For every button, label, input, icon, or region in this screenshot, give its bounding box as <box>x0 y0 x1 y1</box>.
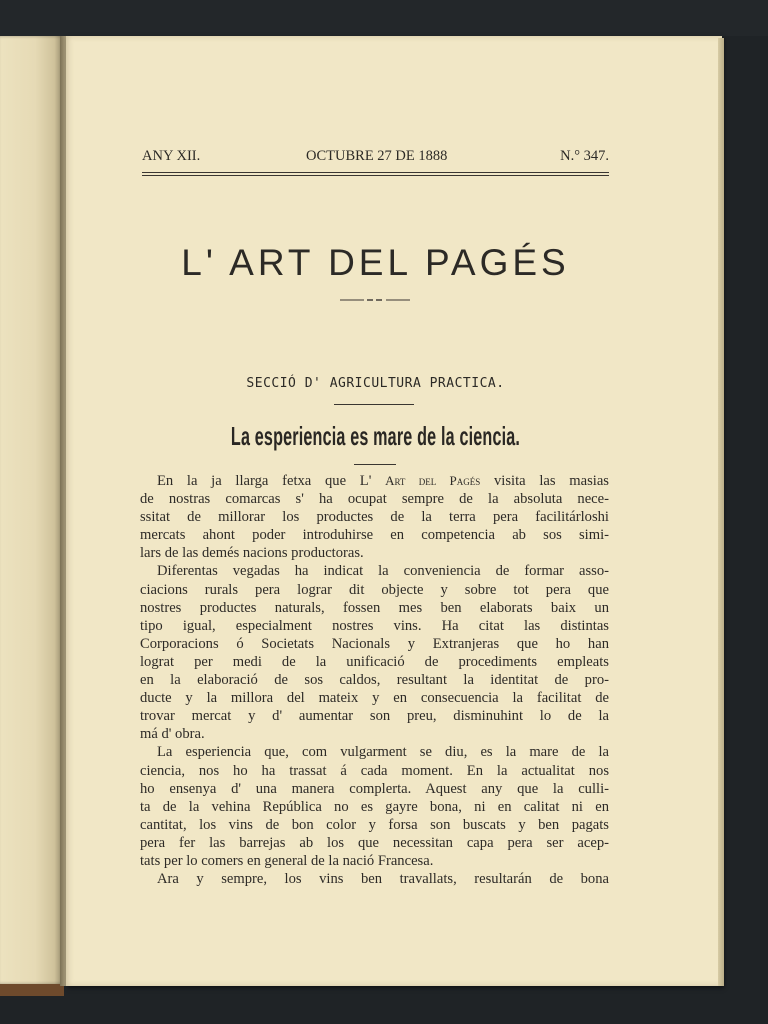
body-line: mercats ahont poder introduhirse en competencia ab sos simi- <box>140 527 609 544</box>
body-line: má d' obra. <box>140 726 205 743</box>
body-line: ta de la vehina República no es gayre bona, ni en calitat ni en <box>140 798 609 815</box>
body-line: Corporacions ó Societats Nacionals y Extranjeras que ho han <box>140 635 609 652</box>
headline-rule <box>354 464 396 465</box>
book-cover-edge <box>0 984 64 996</box>
body-line: pera fer las barrejas ab los que necessitan capa pera ser acep- <box>140 834 609 851</box>
body-line-text: visita las masias <box>480 473 609 489</box>
body-line: Diferentas vegadas ha indicat la conveniencia de formar asso- <box>157 563 609 580</box>
page-edge <box>718 38 724 986</box>
running-header <box>142 148 609 168</box>
body-line: nostres productes naturals, fossen mes ben elaborats baix un <box>140 599 609 616</box>
title-ornament <box>340 298 410 302</box>
body-line: ssitat de millorar los productes de la terra pera facilitárloshi <box>140 509 609 526</box>
header-date: OCTUBRE 27 DE 1888 <box>306 148 448 164</box>
body-line: de nostras comarcas s' ha ocupat sempre de la absoluta nece- <box>140 491 609 508</box>
body-line: ciacions rurals pera lograr dit objecte y sobre tot pera que <box>140 581 609 598</box>
body-line: Ara y sempre, los vins ben travallats, resultarán de bona <box>157 871 609 888</box>
body-line: tats per lo comers en general de la nació Francesa. <box>140 852 434 869</box>
body-line: lograt per medi de la unificació de procediments empleats <box>140 653 609 670</box>
body-line <box>140 472 609 490</box>
header-year: ANY XII. <box>142 148 201 164</box>
body-line: ho ensenya d' una manera complerta. Aquest any que la culli- <box>140 780 609 797</box>
header-rule-top <box>142 172 609 173</box>
article-headline: La esperiencia es mare de la ciencia. <box>230 421 521 451</box>
body-line: trovar mercat y d' aumentar son preu, disminuhint lo de la <box>140 708 609 725</box>
body-line: tipo igual, especialment nostres vins. Ha citat las distintas <box>140 617 609 634</box>
header-rule-bottom <box>142 175 609 176</box>
journal-name-smallcaps: Art del Pagés <box>385 473 481 488</box>
header-issue-number: N.° 347. <box>560 148 609 164</box>
section-rule <box>334 404 414 405</box>
background-top <box>0 0 768 36</box>
body-line: cantitat, los vins de bon color y forsa son buscats y ben pagats <box>140 816 609 833</box>
body-line: ciencia, nos ho ha trassat á cada moment. En la actualitat nos <box>140 762 609 779</box>
masthead-title: L' ART DEL PAGÉS <box>181 242 570 283</box>
body-line: La esperiencia que, com vulgarment se diu, es la mare de la <box>157 744 609 761</box>
body-line: lars de las demés nacions productoras. <box>140 545 364 562</box>
body-line: en la elaboració de sos caldos, resultant la identitat de pro- <box>140 672 609 689</box>
left-page <box>0 36 64 984</box>
body-line-text: En la ja llarga fetxa que L' <box>157 473 386 489</box>
section-heading: SECCIÓ D' AGRICULTURA PRACTICA. <box>246 376 505 391</box>
body-line: ducte y la millora del mateix y en consecuencia la facilitat de <box>140 690 609 707</box>
article-body <box>140 472 609 888</box>
